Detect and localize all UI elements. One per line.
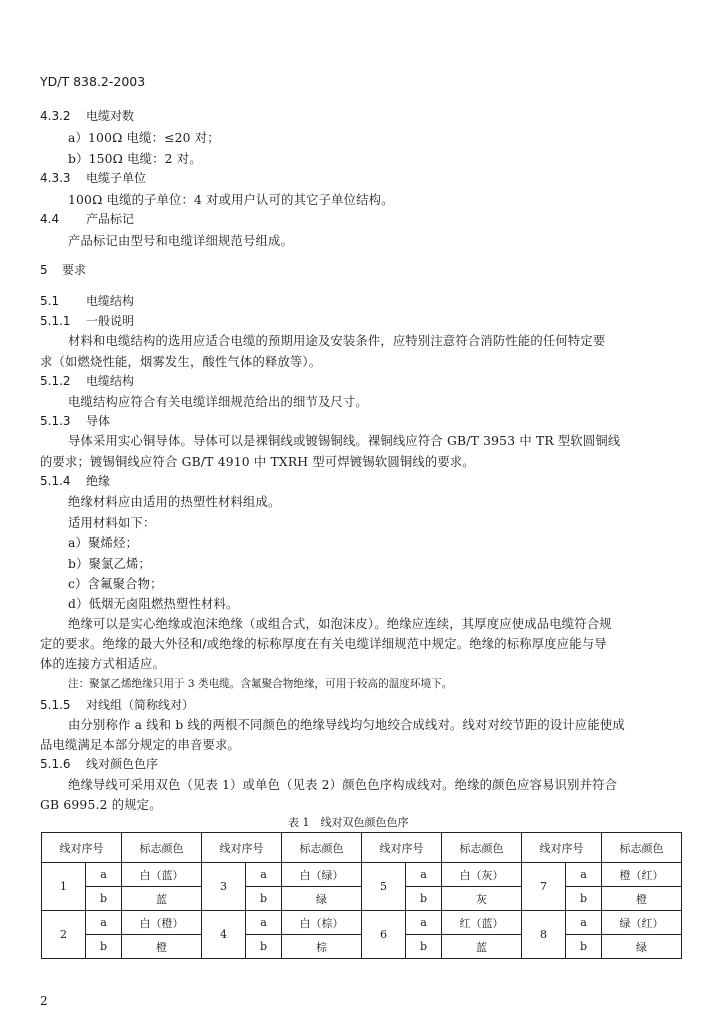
- list-item: b）150Ω 电缆：2 对。: [68, 152, 202, 166]
- header-pair-number: 线对序号: [42, 833, 122, 863]
- list-item: c）含氟聚合物；: [68, 577, 163, 591]
- pair-number-cell: 7: [522, 863, 566, 911]
- pair-number-cell: 6: [362, 911, 406, 959]
- wire-label-cell: b: [86, 935, 122, 959]
- body-text: 求（如燃烧性能，烟雾发生，酸性气体的释放等）。: [40, 355, 322, 369]
- pair-number-cell: 4: [202, 911, 246, 959]
- list-item: a）100Ω 电缆：≤20 对；: [68, 131, 220, 145]
- body-text: 材料和电缆结构的选用应适合电缆的预期用途及安装条件，应特别注意符合消防性能的任何特定要: [68, 334, 606, 348]
- section-title: 一般说明: [86, 314, 135, 328]
- body-text: 由分别称作 a 线和 b 线的两根不同颜色的绝缘导线均匀地绞合成线对。线对对绞节距的设计应能使成: [68, 718, 625, 732]
- color-cell: 棕: [282, 935, 362, 959]
- wire-label-cell: b: [566, 935, 602, 959]
- color-cell: 白（灰）: [442, 863, 522, 887]
- body-text: 品电缆满足本部分规定的串音要求。: [40, 738, 240, 752]
- section-number: 4.3.2: [40, 109, 71, 123]
- table-header-row: [42, 833, 682, 863]
- body-text: 100Ω 电缆的子单位：4 对或用户认可的其它子单位结构。: [68, 193, 394, 207]
- section-title: 电缆结构: [86, 294, 135, 308]
- color-cell: 橙: [602, 887, 682, 911]
- header-pair-number: 线对序号: [202, 833, 282, 863]
- section-number: 5.1.5: [40, 698, 71, 712]
- wire-label-cell: b: [246, 935, 282, 959]
- pair-number-cell: 1: [42, 863, 86, 911]
- header-marking-color: 标志颜色: [442, 833, 522, 863]
- section-title: 电缆结构: [86, 374, 135, 388]
- wire-label-cell: a: [406, 911, 442, 935]
- section-title: 要求: [62, 263, 87, 277]
- body-text: 产品标记由型号和电缆详细规范号组成。: [68, 234, 293, 248]
- body-text: 体的连接方式相适应。: [40, 657, 165, 671]
- section-heading: [40, 755, 158, 772]
- wire-label-cell: a: [246, 911, 282, 935]
- list-item: b）聚氯乙烯；: [68, 557, 152, 571]
- wire-label-cell: b: [406, 887, 442, 911]
- color-cell: 绿: [602, 935, 682, 959]
- section-heading: [40, 169, 146, 186]
- pair-number-cell: 3: [202, 863, 246, 911]
- pair-number-cell: 5: [362, 863, 406, 911]
- body-text: 导体采用实心铜导体。导体可以是裸铜线或镀锡铜线。裸铜线应符合 GB/T 3953 中 TR 型软圆铜线: [68, 434, 621, 448]
- list-item: d）低烟无卤阻燃热塑性材料。: [68, 597, 239, 611]
- section-title: 导体: [86, 414, 111, 428]
- section-heading: [40, 210, 134, 227]
- section-heading: [40, 696, 194, 713]
- body-text: 绝缘材料应由适用的热塑性材料组成。: [68, 495, 281, 509]
- body-text: 定的要求。绝缘的最大外径和/或绝缘的标称厚度在有关电缆详细规范中规定。绝缘的标称厚度应能与导: [40, 637, 607, 651]
- section-title: 电缆对数: [86, 109, 135, 123]
- color-cell: 白（绿）: [282, 863, 362, 887]
- body-text: 的要求；镀锡铜线应符合 GB/T 4910 中 TXRH 型可焊镀锡软圆铜线的要求。: [40, 455, 475, 469]
- body-text: 绝缘导线可采用双色（见表 1）或单色（见表 2）颜色色序构成线对。绝缘的颜色应容易识别并符合: [68, 778, 618, 792]
- page-number: 2: [40, 994, 48, 1008]
- wire-label-cell: a: [406, 863, 442, 887]
- section-heading: [40, 261, 86, 278]
- header-pair-number: 线对序号: [522, 833, 602, 863]
- body-text: 电缆结构应符合有关电缆详细规范给出的细节及尺寸。: [68, 395, 368, 409]
- pair-number-cell: 8: [522, 911, 566, 959]
- color-cell: 绿: [282, 887, 362, 911]
- color-cell: 白（橙）: [122, 911, 202, 935]
- section-title: 对线组（简称线对）: [86, 698, 195, 712]
- header-marking-color: 标志颜色: [602, 833, 682, 863]
- header-pair-number: 线对序号: [362, 833, 442, 863]
- section-heading: [40, 412, 110, 429]
- color-cell: 绿（红）: [602, 911, 682, 935]
- section-number: 4.3.3: [40, 171, 71, 185]
- wire-label-cell: a: [566, 863, 602, 887]
- section-number: 5.1.4: [40, 474, 71, 488]
- color-cell: 红（蓝）: [442, 911, 522, 935]
- section-title: 电缆子单位: [86, 171, 147, 185]
- body-text: GB 6995.2 的规定。: [40, 798, 162, 812]
- section-heading: [40, 292, 134, 309]
- pair-number-cell: 2: [42, 911, 86, 959]
- section-number: 5.1: [40, 294, 60, 308]
- wire-label-cell: b: [246, 887, 282, 911]
- section-heading: [40, 372, 134, 389]
- section-title: 绝缘: [86, 474, 111, 488]
- body-text: 适用材料如下：: [68, 516, 156, 530]
- header-marking-color: 标志颜色: [282, 833, 362, 863]
- body-text: 绝缘可以是实心绝缘或泡沫绝缘（或组合式，如泡沫皮）。绝缘应连续，其厚度应使成品电缆符合规: [68, 617, 612, 631]
- color-cell: 橙（红）: [602, 863, 682, 887]
- table-caption: 表 1 线对双色颜色色序: [288, 816, 409, 829]
- note-text: 注：聚氯乙烯绝缘只用于 3 类电缆。含氟聚合物绝缘，可用于较高的温度环境下。: [68, 678, 453, 690]
- section-number: 5.1.1: [40, 314, 71, 328]
- section-number: 4.4: [40, 212, 60, 226]
- color-cell: 灰: [442, 887, 522, 911]
- wire-label-cell: a: [86, 911, 122, 935]
- table-row: [42, 863, 682, 887]
- wire-label-cell: b: [566, 887, 602, 911]
- section-heading: [40, 312, 134, 329]
- section-heading: [40, 107, 134, 124]
- list-item: a）聚烯烃；: [68, 536, 139, 550]
- wire-label-cell: b: [86, 887, 122, 911]
- color-cell: 橙: [122, 935, 202, 959]
- color-cell: 白（蓝）: [122, 863, 202, 887]
- section-number: 5.1.3: [40, 414, 71, 428]
- section-title: 产品标记: [86, 212, 135, 226]
- section-number: 5: [40, 263, 48, 277]
- color-cell: 白（棕）: [282, 911, 362, 935]
- section-number: 5.1.6: [40, 757, 71, 771]
- document-id: YD/T 838.2-2003: [40, 74, 146, 89]
- color-cell: 蓝: [442, 935, 522, 959]
- wire-label-cell: b: [406, 935, 442, 959]
- section-number: 5.1.2: [40, 374, 71, 388]
- pair-color-table: [41, 832, 682, 959]
- color-cell: 蓝: [122, 887, 202, 911]
- section-heading: [40, 472, 110, 489]
- wire-label-cell: a: [86, 863, 122, 887]
- table-row: [42, 911, 682, 935]
- header-marking-color: 标志颜色: [122, 833, 202, 863]
- wire-label-cell: a: [246, 863, 282, 887]
- section-title: 线对颜色色序: [86, 757, 159, 771]
- wire-label-cell: a: [566, 911, 602, 935]
